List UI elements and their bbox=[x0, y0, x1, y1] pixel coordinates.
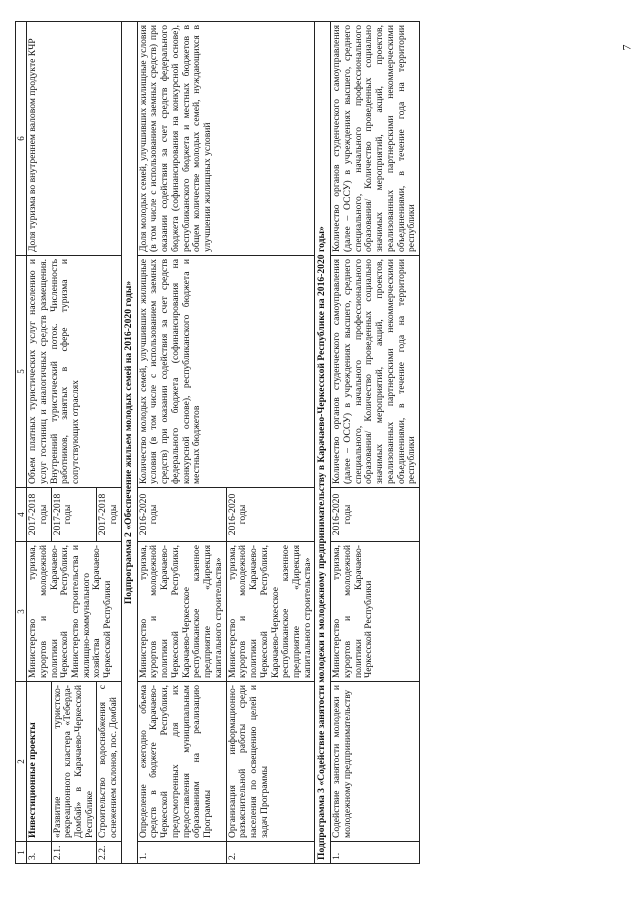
row-period: 2017-2018 годы bbox=[97, 488, 121, 542]
row-number: 2. bbox=[226, 842, 315, 864]
col-header-5: 5 bbox=[16, 256, 27, 488]
col-header-1: 1 bbox=[16, 842, 27, 864]
row-period: 2017-2018 годы bbox=[51, 488, 97, 542]
subprogram-3-title-row bbox=[315, 22, 331, 864]
row-executor: Министерство туризма, курортов и молодежной политики Карачаево-Черкесской Республики, Министерство строительства и жилищно-коммунального хозяйства Карачаево-Черкесской Республики bbox=[27, 542, 122, 682]
subprogram-2-title-row bbox=[121, 22, 137, 864]
row-executor: Министерство туризма, курортов и молодежной политики Карачаево-Черкесской Республики bbox=[331, 542, 420, 682]
header-row bbox=[16, 22, 27, 864]
program-table bbox=[15, 21, 420, 864]
col-header-6: 6 bbox=[16, 22, 27, 256]
col-header-3: 3 bbox=[16, 542, 27, 682]
row-executor: Министерство туризма, курортов и молодежной политики Карачаево-Черкесской Республики, Карачаево-Черкесское республиканское казенное предприятие «Дирекция капитального строительства» bbox=[226, 542, 315, 682]
row-name: «Развитие туристско-рекреационного кластера «Теберда-Домбай» в Карачаево-Черкесской Республике bbox=[51, 682, 97, 842]
col-header-4: 4 bbox=[16, 488, 27, 542]
row-name: Строительство водоснабжения с оснежением склонов, пос. Домбай bbox=[97, 682, 121, 842]
row-name: Содействие занятости молодежи и молодежному предпринимательству bbox=[331, 682, 420, 842]
row-name: Инвестиционные проекты bbox=[27, 682, 51, 842]
row-executor: Министерство туризма, курортов и молодежной политики Карачаево-Черкесской Республики, Карачаево-Черкесское республиканское казенное предприятие «Дирекция капитального строительства» bbox=[137, 542, 226, 682]
row-indicator: Количество молодых семей, улучшивших жилищные условия (в том числе с использованием заемных средств) при оказании содействия за счет средств федерального бюджета (софинансирования на конкурсной основе), республиканского бюджета и местных бюджетов bbox=[137, 256, 315, 488]
row-name: Организация информационно-разъяснительной работы среди населения по освещению целей и задач Программы bbox=[226, 682, 315, 842]
row-number: 1. bbox=[331, 842, 420, 864]
row-period: 2016-2020 годы bbox=[137, 488, 226, 542]
row-period: 2016-2020 годы bbox=[226, 488, 315, 542]
row-indicator: Количество органов студенческого самоуправления (далее – ОССУ) в учреждениях высшего, среднего специального, начального профессионального образования/ Количество проведенных социально значимых мероприятий, акций, проектов, реализованных партнерскими некоммерческими объединениями, в течение года на территории республики bbox=[331, 256, 420, 488]
row-number: 1. bbox=[137, 842, 226, 864]
row-indicator: Объем платных туристических услуг населению и услуг гостиниц и аналогичных средств размещения. Внутренний туристический поток. Численность работников, занятых в сфере туризма и сопутствующих отраслях bbox=[27, 256, 122, 488]
table-row bbox=[137, 22, 226, 864]
subprogram-2-title: Подпрограмма 2 «Обеспечение жильем молодых семей на 2016-2020 годы» bbox=[121, 22, 137, 864]
table-row bbox=[27, 22, 51, 864]
subprogram-3-title: Подпрограмма 3 «Содействие занятости молодежи и молодежному предпринимательству в Карачаево-Черкесской Республике на 2016-2020 годы» bbox=[315, 22, 331, 864]
landscape-table-sheet bbox=[15, 22, 637, 864]
row-link: Доля туризма во внутреннем валовом продукте КЧР bbox=[27, 22, 122, 256]
table-row bbox=[331, 22, 420, 864]
row-period: 2016-2020 годы bbox=[331, 488, 420, 542]
col-header-2: 2 bbox=[16, 682, 27, 842]
row-period: 2017-2018 годы bbox=[27, 488, 51, 542]
row-link: Доля молодых семей, улучшивших жилищные условия (в том числе с использованием заемных средств) при оказании содействия за счет средств федерального бюджета (софинансирования на конкурсной основе), республиканского бюджета и местных бюджетов в общем количестве молодых семей, нуждающихся в улучшении жилищных условий bbox=[137, 22, 315, 256]
row-name: Определение ежегодно объема средств в бюджете Карачаево-Черкесской Республики, предусмотренных для их предоставления муниципальным образованиям на реализацию Программы bbox=[137, 682, 226, 842]
row-number: 2.1. bbox=[51, 842, 97, 864]
row-number: 3. bbox=[27, 842, 51, 864]
row-link: Количество органов студенческого самоуправления (далее – ОССУ) в учреждениях высшего, среднего специального, начального профессионального образования/ Количество проведенных социально значимых мероприятий, акций, проектов, реализованных партнерскими некоммерческими объединениями, в течение года на территории республики bbox=[331, 22, 420, 256]
row-number: 2.2. bbox=[97, 842, 121, 864]
page-number: 7 bbox=[619, 44, 634, 51]
